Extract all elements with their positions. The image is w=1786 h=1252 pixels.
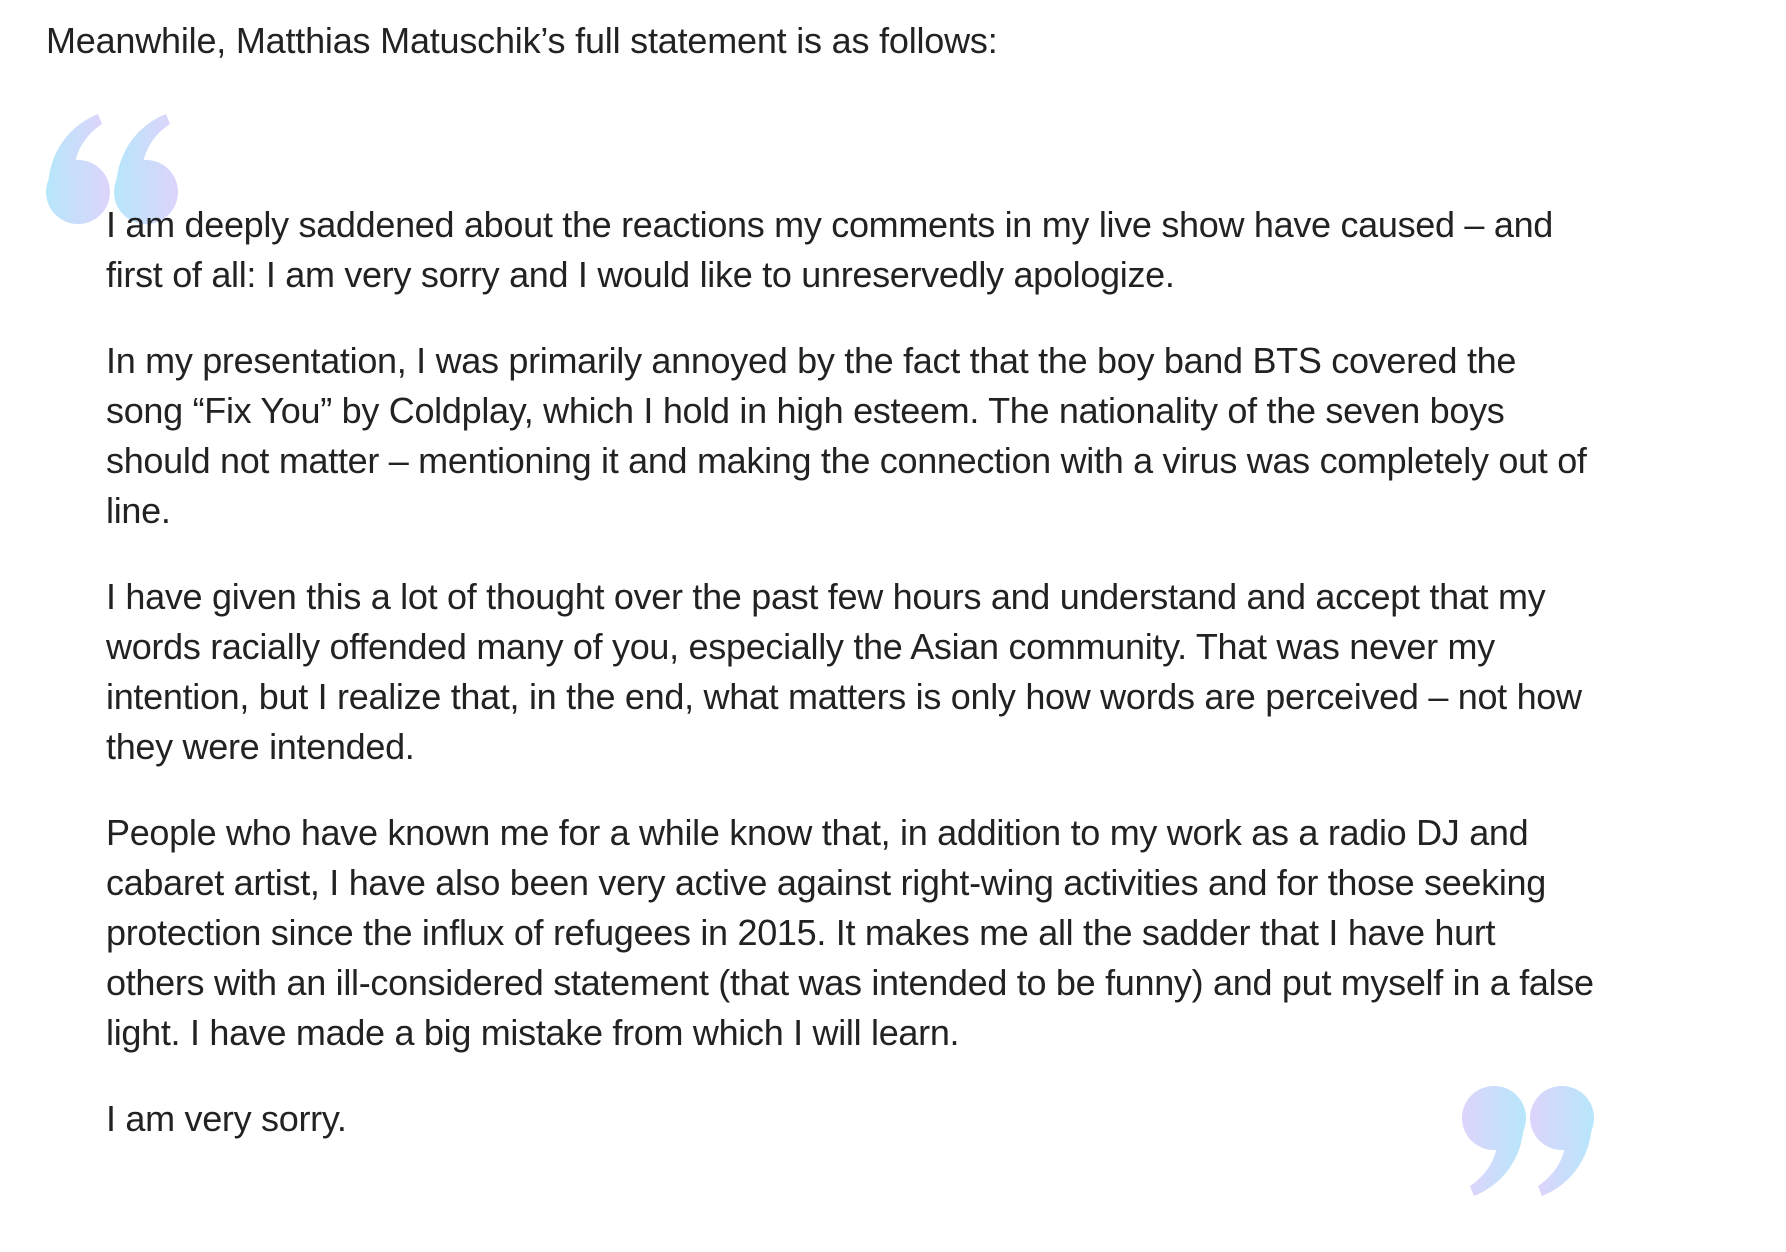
quote-paragraph: In my presentation, I was primarily annoyed by the fact that the boy band BTS covered the song “Fix You” by Coldplay, which I hold in high esteem. The nationality of the seven boys should not matter – mentioning it and making the connection with a virus was completely out of line. [106,340,1587,531]
quote-body [106,200,1596,1180]
quote-paragraph: I have given this a lot of thought over the past few hours and understand and accept that my words racially offended many of you, especially the Asian community. That was never my intention, but I realize that, in the end, what matters is only how words are perceived – not how they were intended. [106,576,1582,767]
quote-paragraph: I am very sorry. [106,1098,347,1139]
closing-quotation-mark-icon [1454,1080,1604,1200]
blockquote [46,114,1606,1194]
intro-text: Meanwhile, Matthias Matuschik’s full statement is as follows: [46,20,998,61]
quote-paragraph: People who have known me for a while know that, in addition to my work as a radio DJ and cabaret artist, I have also been very active against right-wing activities and for those seeking protection since the influx of refugees in 2015. It makes me all the sadder that I have hurt others with an ill-considered statement (that was intended to be funny) and put myself in a false light. I have made a big mistake from which I will learn. [106,812,1594,1053]
quote-paragraph: I am deeply saddened about the reactions my comments in my live show have caused – and first of all: I am very sorry and I would like to unreservedly apologize. [106,204,1554,295]
